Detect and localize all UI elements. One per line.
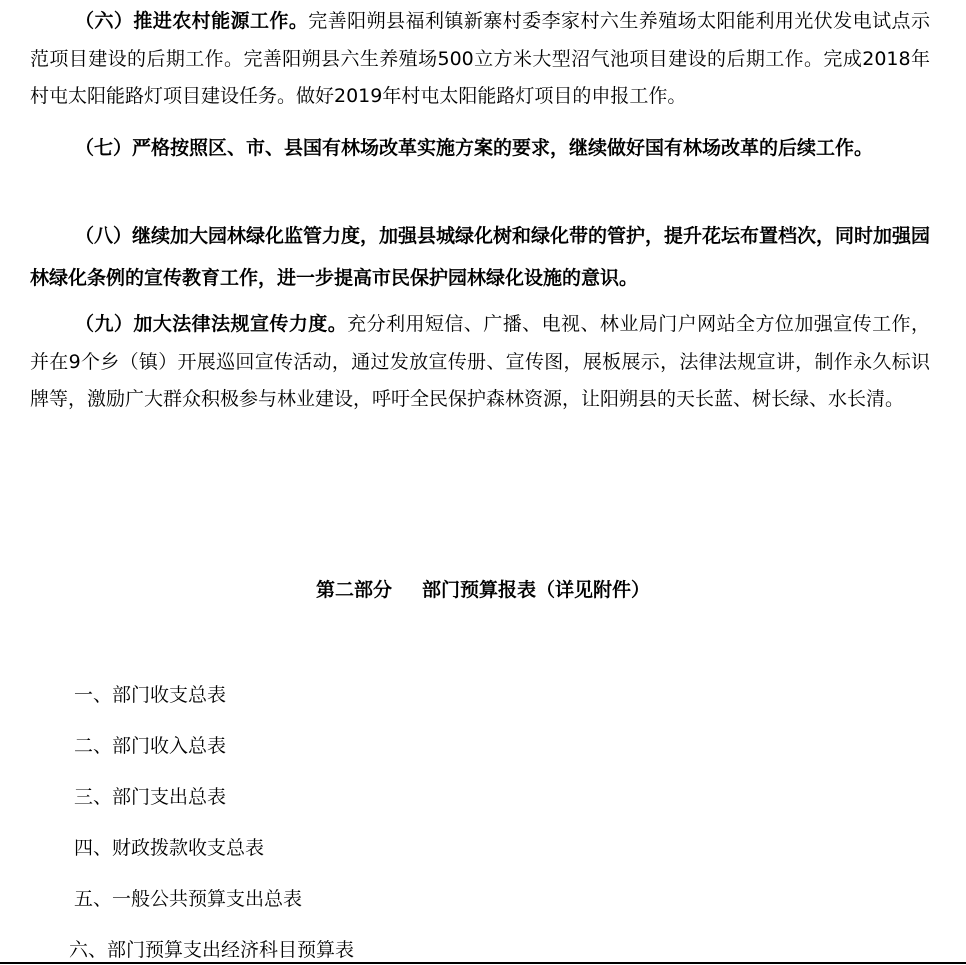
report-list-item: 六、部门预算支出经济科目预算表 xyxy=(69,939,355,961)
report-list-item: 一、部门收支总表 xyxy=(74,684,227,706)
section-part-label: 第二部分 xyxy=(315,579,392,601)
paragraph-lead: （六）推进农村能源工作。 xyxy=(75,10,309,32)
report-list-item: 五、一般公共预算支出总表 xyxy=(74,888,303,910)
paragraph-landscaping-supervision: （八）继续加大园林绿化监管力度，加强县城绿化树和绿化带的管护，提升花坛布置档次，同时加强园林绿化条例的宣传教育工作，进一步提高市民保护园林绿化设施的意识。 xyxy=(30,225,931,289)
paragraph-lead: （九）加大法律法规宣传力度。 xyxy=(75,313,348,335)
section-heading xyxy=(0,575,966,602)
paragraph-body: 完善阳朔县福利镇新寨村委李家村六生养殖场太阳能利用光伏发电试点示范项目建设的后期工作。完善阳朔县六生养殖场500立方米大型沼气池项目建设的后期工作。完成2018年村屯太阳能路灯项目建设任务。做好2019年村屯太阳能路灯项目的申报工作。 xyxy=(30,10,930,107)
report-list-item: 三、部门支出总表 xyxy=(74,786,227,808)
paragraph-rural-energy xyxy=(30,3,930,116)
paragraph-law-publicity xyxy=(30,306,930,419)
report-list-item: 二、部门收入总表 xyxy=(74,735,227,757)
section-title: 部门预算报表（详见附件） xyxy=(422,579,651,601)
paragraph-forest-farm-reform: （七）严格按照区、市、县国有林场改革实施方案的要求，继续做好国有林场改革的后续工作。 xyxy=(75,137,874,159)
report-list-item: 四、财政拨款收支总表 xyxy=(74,837,265,859)
paragraph-body: 充分利用短信、广播、电视、林业局门户网站全方位加强宣传工作，并在9个乡（镇）开展巡回宣传活动，通过发放宣传册、宣传图，展板展示，法律法规宣讲，制作永久标识牌等，激励广大群众积极参与林业建设，呼吁全民保护森林资源，让阳朔县的天长蓝、树长绿、水长清。 xyxy=(30,313,930,410)
